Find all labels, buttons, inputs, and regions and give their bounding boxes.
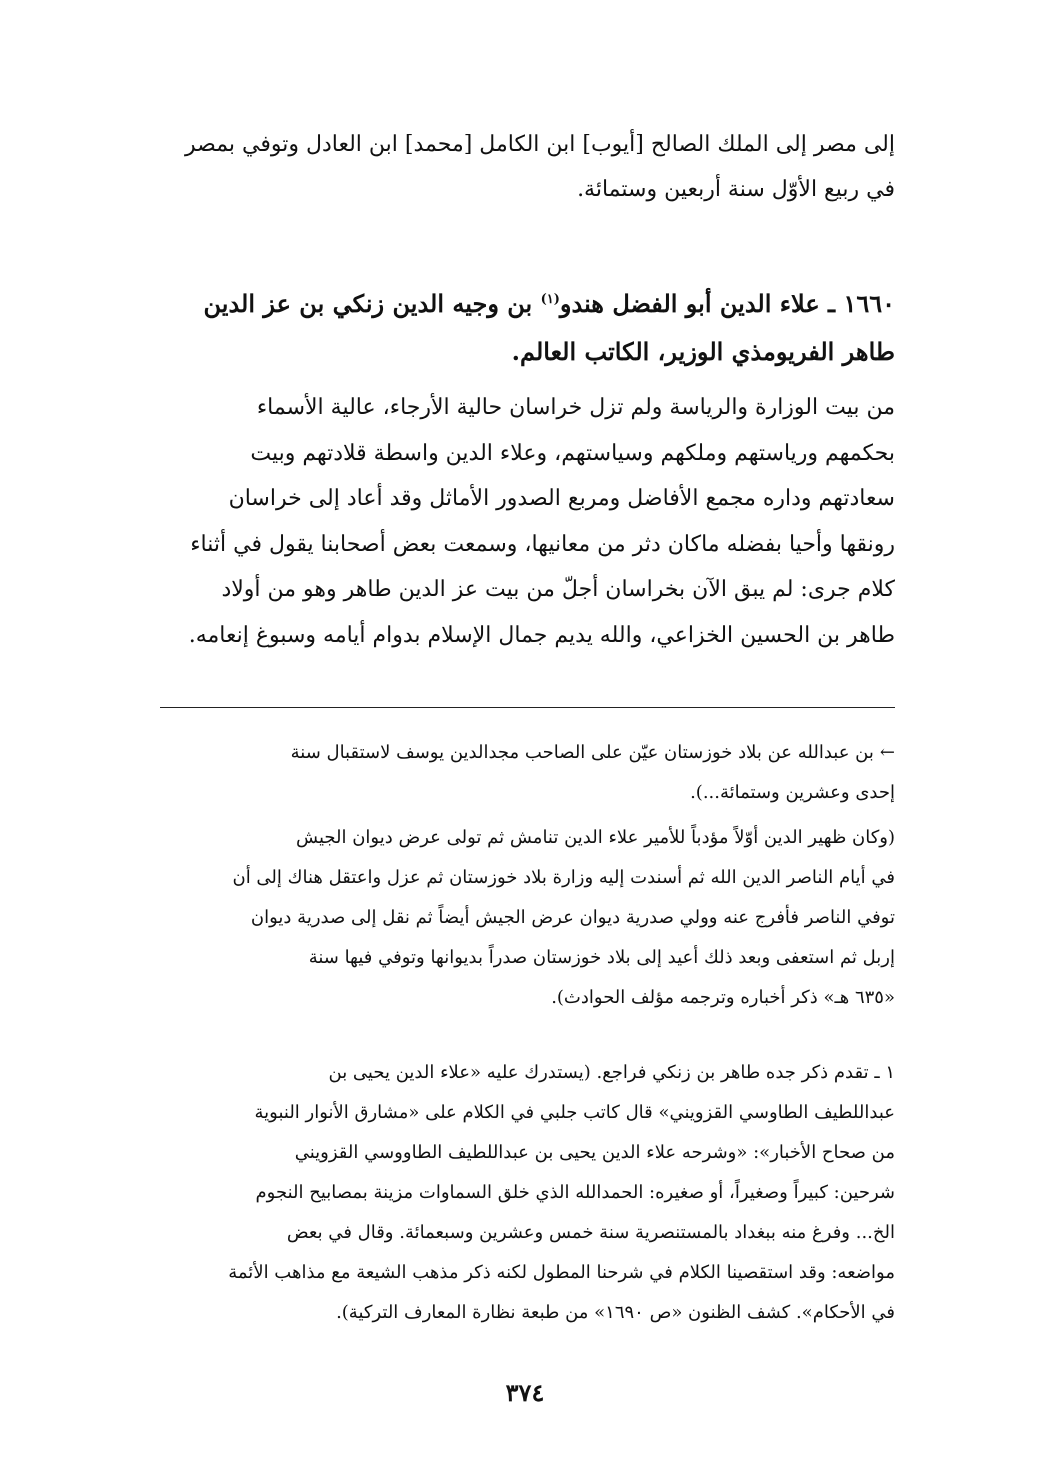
text-line: (وكان ظهير الدين أوّلاً مؤدباً للأمير علاء الدين تنامش ثم تولى عرض ديوان الجيش [296,827,895,848]
text-line: من صحاح الأخبار»: «وشرحه علاء الدين يحيى بن عبداللطيف الطاووسي القزويني [294,1142,895,1163]
heading-line-1 [160,280,895,328]
text-line: إلى مصر إلى الملك الصالح [أيوب] ابن الكامل [محمد] ابن العادل وتوفي بمصر [185,132,895,157]
text-line: إحدى وعشرين وستمائة...). [690,782,895,803]
text-line: سعادتهم وداره مجمع الأفاضل ومربع الصدور الأماثل وقد أعاد إلى خراسان [228,486,895,511]
heading-lineage-part: بن وجيه الدين زنكي بن عز الدين [203,289,541,318]
text-line: الخ... وفرغ منه ببغداد بالمستنصرية سنة خمس وعشرين وسبعمائة. وقال في بعض [286,1222,895,1243]
footnote-divider [160,707,895,708]
text-line: كلام جرى: لم يبق الآن بخراسان أجلّ من بيت عز الدين طاهر وهو من أولاد [221,577,895,602]
heading-line-2: طاهر الفريومذي الوزير، الكاتب العالم. [511,337,895,366]
text-line: رونقها وأحيا بفضله ماكان دثر من معانيها، وسمعت بعض أصحابنا يقول في أثناء [190,531,895,557]
footnote-1 [160,1053,895,1333]
text-line: إربل ثم استعفى وبعد ذلك أعيد إلى بلاد خوزستان صدراً بديوانها وتوفي فيها سنة [308,947,895,968]
footnote-text: بن عبدالله عن بلاد خوزستان عيّن على الصاحب مجدالدين يوسف لاستقبال سنة [290,742,874,763]
footnote-continuation [160,733,895,813]
text-line: «٦٣٥ هـ» ذكر أخباره وترجمه مؤلف الحوادث). [551,987,895,1008]
text-line: مواضعه: وقد استقصينا الكلام في شرحنا المطول لكنه ذكر مذهب الشيعة مع مذاهب الأئمة [228,1262,895,1283]
heading-name-part: ١٦٦٠ ـ علاء الدين أبو الفضل هندو [559,289,895,318]
previous-entry-ending [160,122,895,212]
text-line: في ربيع الأوّل سنة أربعين وستمائة. [577,177,895,202]
entry-heading [160,280,895,376]
text-line: من بيت الوزارة والرياسة ولم تزل خراسان حالية الأرجاء، عالية الأسماء [256,395,895,420]
footnote-marker: (١) [540,292,560,307]
entry-body [160,385,895,658]
text-line [160,733,895,773]
text-line: في الأحكام». كشف الظنون «ص ١٦٩٠» من طبعة نظارة المعارف التركية). [336,1302,895,1323]
text-line: توفي الناصر فأفرج عنه وولي صدرية ديوان عرض الجيش أيضاً ثم نقل إلى صدرية ديوان [250,907,895,928]
continuation-arrow-icon: ← [879,742,895,763]
text-line: شرحين: كبيراً وصغيراً، أو صغيره: الحمدالله الذي خلق السماوات مزينة بمصابيح النجوم [255,1182,895,1203]
page-number: ٣٧٤ [505,1378,545,1407]
footnote-paragraph [160,818,895,1018]
text-line: عبداللطيف الطاوسي القزويني» قال كاتب جلبي في الكلام على «مشارق الأنوار النبوية [254,1102,895,1123]
text-line: ١ ـ تقدم ذكر جده طاهر بن زنكي فراجع. (يستدرك عليه «علاء الدين يحيى بن [328,1062,895,1083]
text-line: طاهر بن الحسين الخزاعي، والله يديم جمال الإسلام بدوام أيامه وسبوغ إنعامه. [188,622,895,648]
text-line: في أيام الناصر الدين الله ثم أسندت إليه وزارة بلاد خوزستان ثم عزل واعتقل هناك إلى أن [232,867,895,888]
text-line: بحكمهم ورياستهم وملكهم وسياستهم، وعلاء الدين واسطة قلادتهم وبيت [250,440,895,466]
